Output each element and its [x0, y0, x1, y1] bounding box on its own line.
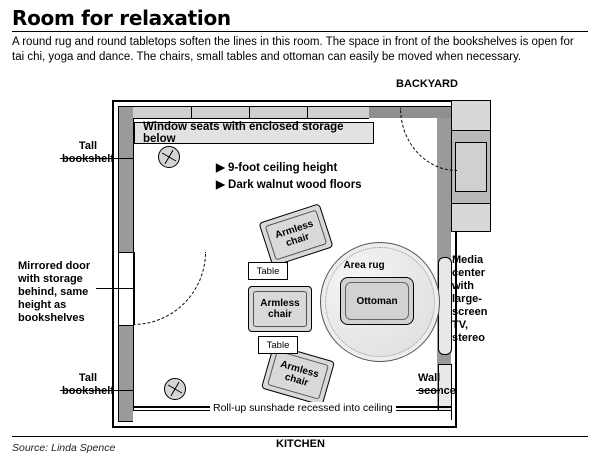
- ottoman-inner-outline: [345, 282, 409, 320]
- window-seats-label-box: [134, 122, 374, 144]
- table-1: Table: [248, 262, 288, 280]
- bullet-wood-floors: ▶ Dark walnut wood floors: [216, 179, 362, 191]
- tv-panel: [438, 257, 452, 355]
- leader-sunshade: [184, 406, 210, 407]
- wall-sconce-icon-top: [158, 146, 180, 168]
- source-credit: Source: Linda Spence: [12, 442, 116, 454]
- label-backyard: BACKYARD: [396, 78, 458, 90]
- armless-chair-2: [248, 286, 312, 332]
- table-2: Table: [258, 336, 298, 354]
- wall-sconce-icon-bottom: [164, 378, 186, 400]
- mirrored-door-leaf: [133, 252, 135, 324]
- label-mirrored-door: Mirrored door with storage behind, same height as bookshelves: [18, 260, 91, 324]
- title-divider: [12, 31, 588, 32]
- label-tall-bookshelf-top: Tall bookshelf: [62, 140, 114, 165]
- feature-bullets: [216, 160, 362, 194]
- ottoman-label: Ottoman: [356, 295, 398, 307]
- bullet-ceiling-height: ▶ 9-foot ceiling height: [216, 162, 338, 174]
- window-seats-label: Window seats with enclosed storage below: [143, 121, 344, 145]
- label-kitchen: KITCHEN: [276, 438, 325, 450]
- chair-inner-outline: [253, 291, 307, 327]
- armless-chair-2-label: Armless chair: [260, 298, 300, 320]
- mirrored-door-wall-section: [119, 252, 133, 326]
- window-band: [133, 107, 369, 119]
- deck-text: A round rug and round tabletops soften the lines in this room. The space in front of the bookshelves is open for tai chi, yoga and dance. The chairs, small tables and ottoman can easily be moved when necessary.: [12, 36, 574, 63]
- area-rug-label: Area rug: [343, 260, 385, 271]
- armless-chair-1-label: Armless chair: [273, 218, 315, 250]
- chair-inner-outline: [267, 350, 329, 399]
- armless-chair-3-label: Armless chair: [279, 358, 321, 389]
- page-title: Room for relaxation: [12, 6, 231, 30]
- sunshade-label: Roll-up sunshade recessed into ceiling: [210, 402, 396, 414]
- footer-divider: [12, 436, 588, 437]
- label-tall-bookshelf-bottom: Tall bookshelf: [62, 372, 114, 397]
- media-alcove-inner: [455, 142, 487, 192]
- label-wall-sconce: Wall sconce: [418, 372, 456, 397]
- label-media-center: Media center with large-screen TV, stereo: [452, 254, 488, 344]
- ottoman: [340, 277, 414, 325]
